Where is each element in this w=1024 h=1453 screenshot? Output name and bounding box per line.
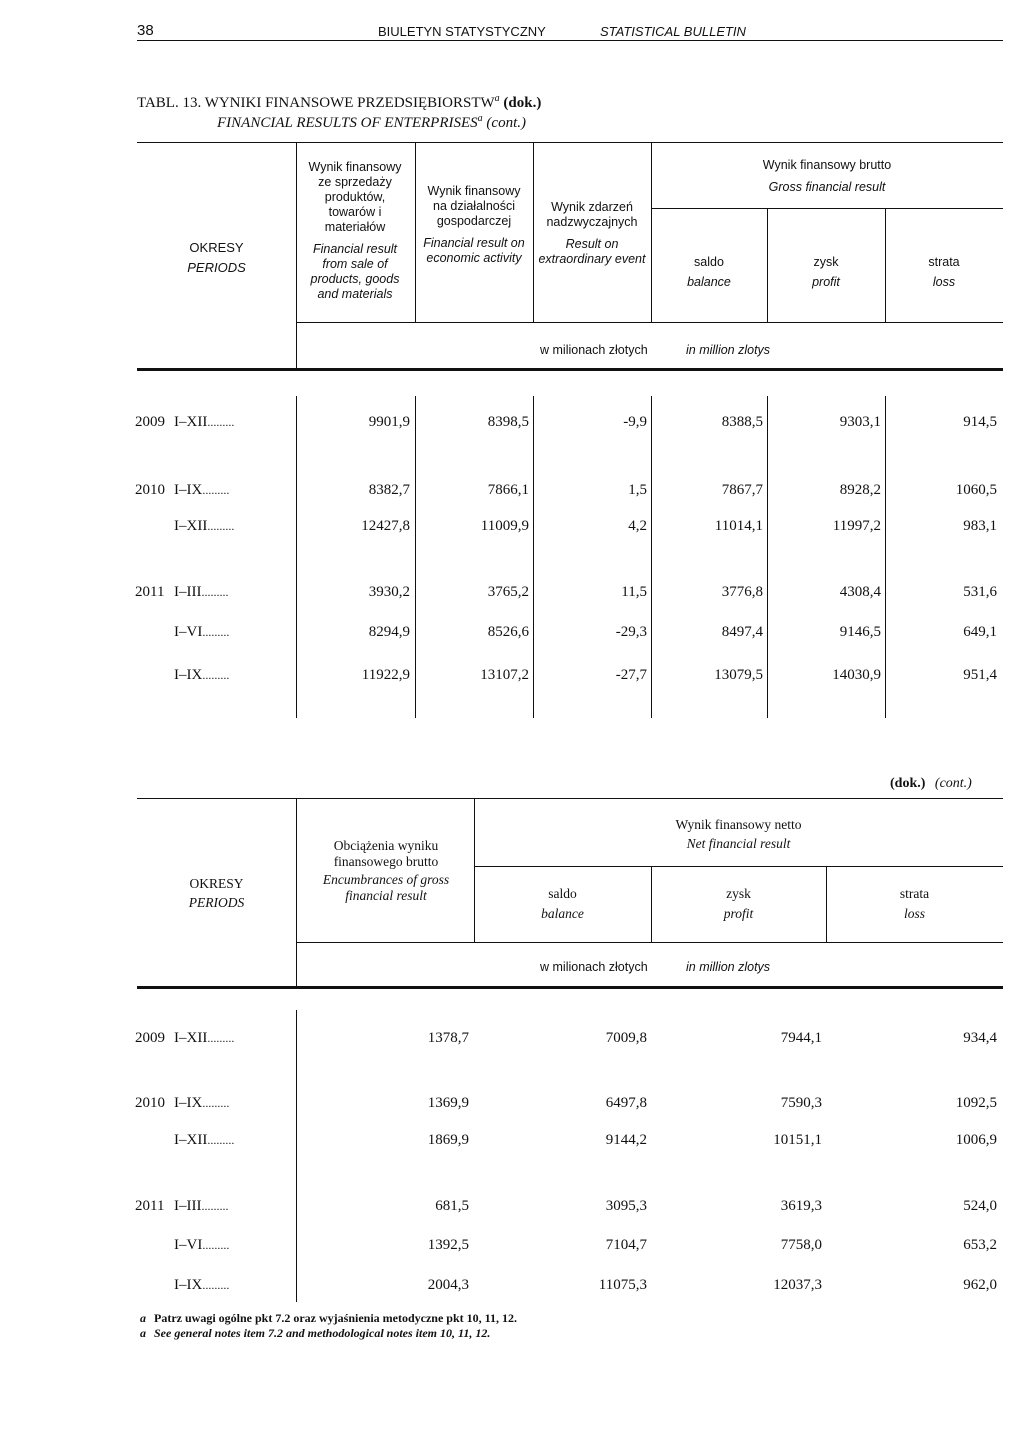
table-title-en-sup: a xyxy=(477,113,483,124)
p2-table-row xyxy=(0,1273,1024,1297)
table-title-en-suffix: (cont.) xyxy=(486,115,526,131)
page-number: 38 xyxy=(137,22,154,39)
p1-table-row xyxy=(0,514,1024,538)
table-cell: 8497,4 xyxy=(721,624,763,640)
table-cell: 8398,5 xyxy=(487,414,529,430)
footnote-pl-text: Patrz uwagi ogólne pkt 7.2 oraz wyjaśnienia metodyczne pkt 10, 11, 12. xyxy=(154,1311,517,1325)
table-cell: 3776,8 xyxy=(721,584,763,600)
table-title-pl-text: TABL. 13. WYNIKI FINANSOWE PRZEDSIĘBIORSTW xyxy=(137,95,495,111)
table-cell: 8388,5 xyxy=(721,414,763,430)
table-cell: 7104,7 xyxy=(605,1237,647,1253)
header-rule xyxy=(137,40,1003,41)
leader-dots: ......... xyxy=(202,668,230,682)
table-cell: 649,1 xyxy=(963,624,997,640)
footnote-pl xyxy=(140,1311,517,1325)
leader-dots: ......... xyxy=(201,1199,229,1213)
table-cell: 681,5 xyxy=(435,1198,469,1214)
table-cell: -9,9 xyxy=(623,414,647,430)
leader-dots: ......... xyxy=(202,1278,230,1292)
p2-group-rule xyxy=(474,866,1003,867)
table-cell: 531,6 xyxy=(963,584,997,600)
period-label xyxy=(135,1273,229,1297)
table-cell: 962,0 xyxy=(963,1277,997,1293)
p1-unit-pl: w milionach złotych xyxy=(540,343,648,357)
table-title-pl xyxy=(137,93,541,112)
table-cell: 8526,6 xyxy=(487,624,529,640)
period-label xyxy=(135,663,229,687)
table-cell: 12427,8 xyxy=(361,518,410,534)
p1-group-rule xyxy=(651,208,1003,209)
period-year: 2010 xyxy=(135,482,165,498)
table-cell: 934,4 xyxy=(963,1030,997,1046)
table-cell: 524,0 xyxy=(963,1198,997,1214)
p2-group-en: Net financial result xyxy=(686,836,791,851)
period-range: I–XII xyxy=(174,518,208,534)
p2-periods-pl: OKRESY xyxy=(189,876,244,891)
period-year: 2011 xyxy=(135,584,165,600)
table-cell: 3765,2 xyxy=(487,584,529,600)
table-cell: 8928,2 xyxy=(839,482,881,498)
leader-dots: ......... xyxy=(202,625,230,639)
leader-dots: ......... xyxy=(202,483,230,497)
leader-dots: ......... xyxy=(202,1096,230,1110)
p1-col1-pl: Wynik finansowy ze sprzedaży produktów, towarów i materiałów xyxy=(308,160,402,234)
table-cell: 4308,4 xyxy=(839,584,881,600)
p1-table-row xyxy=(0,410,1024,434)
period-year: 2011 xyxy=(135,1198,165,1214)
table-cell: 9303,1 xyxy=(839,414,881,430)
period-range: I–XII xyxy=(174,1132,208,1148)
p2-periods-en: PERIODS xyxy=(188,895,245,910)
period-range: I–VI xyxy=(174,1237,203,1253)
table-cell: 11,5 xyxy=(621,584,647,600)
table-cell: -27,7 xyxy=(615,667,647,683)
p2-top-rule xyxy=(137,798,1003,799)
table-cell: 14030,9 xyxy=(832,667,881,683)
p1-vline-1 xyxy=(296,142,297,368)
p2-table-row xyxy=(0,1091,1024,1115)
table-cell: 3619,3 xyxy=(780,1198,822,1214)
p2-col1-en: Encumbrances of gross financial result xyxy=(322,872,450,903)
p1-vline-2 xyxy=(415,142,416,322)
period-year: 2009 xyxy=(135,414,165,430)
p2-table-row xyxy=(0,1128,1024,1152)
period-range: I–IX xyxy=(174,482,203,498)
table-cell: 653,2 xyxy=(963,1237,997,1253)
table-cell: 4,2 xyxy=(628,518,647,534)
p1-col1-en: Financial result from sale of products, goods and materials xyxy=(310,242,400,301)
table-cell: 914,5 xyxy=(963,414,997,430)
table-cell: 12037,3 xyxy=(773,1277,822,1293)
table-cell: 1092,5 xyxy=(955,1095,997,1111)
table-cell: 2004,3 xyxy=(427,1277,469,1293)
period-label xyxy=(135,620,229,644)
p2-table-row xyxy=(0,1233,1024,1257)
p1-table-row xyxy=(0,580,1024,604)
leader-dots: ......... xyxy=(207,519,235,533)
table-cell: 11922,9 xyxy=(361,667,410,683)
p2-table-row xyxy=(0,1194,1024,1218)
table-cell: 11009,9 xyxy=(480,518,529,534)
leader-dots: ......... xyxy=(207,1133,235,1147)
period-range: I–XII xyxy=(174,1030,208,1046)
period-year: 2009 xyxy=(135,1030,165,1046)
p1-periods-pl: OKRESY xyxy=(189,240,244,255)
p2-vline-4 xyxy=(826,866,827,942)
table-cell: 3930,2 xyxy=(368,584,410,600)
table-cell: 8294,9 xyxy=(368,624,410,640)
footnote-en xyxy=(140,1326,490,1340)
p2-loss-pl: strata xyxy=(899,886,930,901)
period-label xyxy=(135,580,228,604)
period-range: I–III xyxy=(174,1198,202,1214)
leader-dots: ......... xyxy=(202,1238,230,1252)
p2-body-vline-1 xyxy=(296,1010,297,1302)
period-label xyxy=(135,1128,234,1152)
table-cell: 13107,2 xyxy=(480,667,529,683)
p2-cont-en: (cont.) xyxy=(934,776,972,791)
table-cell: 11014,1 xyxy=(714,518,763,534)
p2-profit-en: profit xyxy=(723,906,754,921)
period-label xyxy=(135,1194,228,1218)
table-cell: 1869,9 xyxy=(427,1132,469,1148)
p2-unit-top-rule xyxy=(296,942,1003,943)
p2-balance-pl: saldo xyxy=(548,886,577,901)
period-range: I–XII xyxy=(174,414,208,430)
table-cell: 1392,5 xyxy=(427,1237,469,1253)
p1-loss-en: loss xyxy=(932,275,956,289)
table-cell: 7944,1 xyxy=(780,1030,822,1046)
p1-header-bottom-rule xyxy=(137,368,1003,371)
p2-loss-en: loss xyxy=(903,906,925,921)
p1-profit-en: profit xyxy=(812,275,840,289)
table-cell: -29,3 xyxy=(615,624,647,640)
table-title-en-text: FINANCIAL RESULTS OF ENTERPRISES xyxy=(217,115,478,131)
p1-col3-en: Result on extraordinary event xyxy=(538,237,646,266)
table-cell: 983,1 xyxy=(963,518,997,534)
p2-table-row xyxy=(0,1026,1024,1050)
p2-cont-label xyxy=(890,776,972,792)
period-label xyxy=(135,514,234,538)
p1-group-pl: Wynik finansowy brutto xyxy=(762,158,892,172)
period-range: I–IX xyxy=(174,1095,203,1111)
footnote-en-text: See general notes item 7.2 and methodological notes item 10, 11, 12. xyxy=(154,1326,491,1340)
p2-unit-pl: w milionach złotych xyxy=(540,960,648,974)
p1-table-row xyxy=(0,620,1024,644)
table-cell: 9901,9 xyxy=(368,414,410,430)
p1-top-rule xyxy=(137,142,1003,143)
p2-balance-en: balance xyxy=(541,906,584,921)
p2-header-bottom-rule xyxy=(137,986,1003,989)
p1-unit-top-rule xyxy=(296,322,1003,323)
table-cell: 7866,1 xyxy=(487,482,529,498)
p1-table-row xyxy=(0,663,1024,687)
period-label xyxy=(135,1026,234,1050)
p2-unit-en: in million zlotys xyxy=(686,960,771,974)
table-cell: 10151,1 xyxy=(773,1132,822,1148)
table-cell: 11075,3 xyxy=(598,1277,647,1293)
p1-profit-pl: zysk xyxy=(813,255,839,269)
period-label xyxy=(135,478,229,502)
p1-unit-en: in million zlotys xyxy=(686,343,771,357)
table-cell: 1006,9 xyxy=(955,1132,997,1148)
p1-balance-pl: saldo xyxy=(694,255,724,269)
leader-dots: ......... xyxy=(207,415,235,429)
table-cell: 1,5 xyxy=(628,482,647,498)
p1-col2-pl: Wynik finansowy na działalności gospodarczej xyxy=(427,184,521,228)
table-title-pl-suffix: (dok.) xyxy=(503,95,542,111)
table-cell: 7867,7 xyxy=(721,482,763,498)
period-year: 2010 xyxy=(135,1095,165,1111)
p2-col1-pl: Obciążenia wyniku finansowego brutto xyxy=(333,838,439,869)
table-cell: 7009,8 xyxy=(605,1030,647,1046)
table-title-pl-sup: a xyxy=(494,93,500,104)
bulletin-title-pl: BIULETYN STATYSTYCZNY xyxy=(378,24,546,39)
table-cell: 7590,3 xyxy=(780,1095,822,1111)
table-cell: 7758,0 xyxy=(780,1237,822,1253)
leader-dots: ......... xyxy=(201,585,229,599)
p2-vline-3 xyxy=(651,866,652,942)
p1-col3-pl: Wynik zdarzeń nadzwyczajnych xyxy=(546,200,638,229)
period-range: I–VI xyxy=(174,624,203,640)
table-cell: 9144,2 xyxy=(605,1132,647,1148)
table-cell: 11997,2 xyxy=(832,518,881,534)
p1-balance-en: balance xyxy=(687,275,731,289)
table-title-en xyxy=(217,113,526,132)
p2-profit-pl: zysk xyxy=(726,886,751,901)
table-cell: 1369,9 xyxy=(427,1095,469,1111)
p1-vline-3 xyxy=(533,142,534,322)
table-cell: 13079,5 xyxy=(714,667,763,683)
p2-group-pl: Wynik finansowy netto xyxy=(675,817,802,832)
table-cell: 9146,5 xyxy=(839,624,881,640)
p1-periods-en: PERIODS xyxy=(187,260,246,275)
table-cell: 951,4 xyxy=(963,667,997,683)
period-range: I–IX xyxy=(174,667,203,683)
p2-vline-1 xyxy=(296,798,297,988)
period-label xyxy=(135,1233,229,1257)
table-cell: 6497,8 xyxy=(605,1095,647,1111)
p2-cont-pl: (dok.) xyxy=(890,776,926,791)
period-range: I–III xyxy=(174,584,202,600)
footnote-pl-marker: a xyxy=(140,1311,146,1325)
p1-table-row xyxy=(0,478,1024,502)
table-cell: 1060,5 xyxy=(955,482,997,498)
table-cell: 1378,7 xyxy=(427,1030,469,1046)
p1-loss-pl: strata xyxy=(928,255,960,269)
footnote-en-marker: a xyxy=(140,1326,146,1340)
table-cell: 3095,3 xyxy=(605,1198,647,1214)
period-range: I–IX xyxy=(174,1277,203,1293)
period-label xyxy=(135,410,234,434)
table-cell: 8382,7 xyxy=(368,482,410,498)
p1-group-en: Gross financial result xyxy=(768,180,886,194)
period-label xyxy=(135,1091,229,1115)
bulletin-title-en: STATISTICAL BULLETIN xyxy=(600,24,746,39)
p1-col2-en: Financial result on economic activity xyxy=(423,236,525,265)
leader-dots: ......... xyxy=(207,1031,235,1045)
